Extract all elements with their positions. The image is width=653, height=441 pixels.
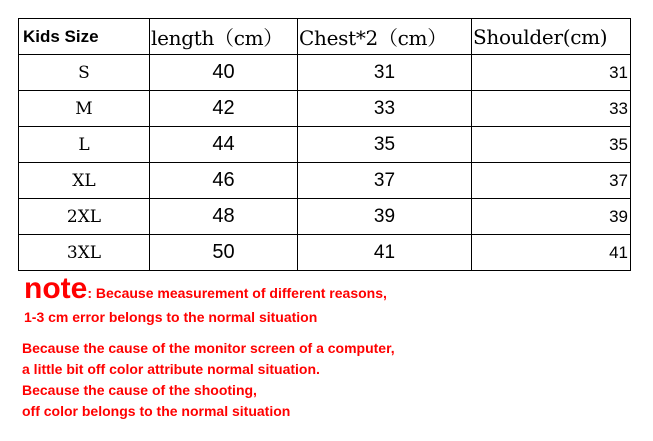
table-row	[19, 91, 631, 127]
size-cell: XL	[19, 163, 150, 199]
length-cell: 42	[150, 91, 298, 127]
table-row	[19, 235, 631, 271]
chest-cell: 41	[298, 235, 472, 271]
table-row	[19, 55, 631, 91]
length-cell: 50	[150, 235, 298, 271]
header-chest: Chest*2（cm）	[298, 19, 472, 55]
shoulder-cell: 37	[472, 163, 631, 199]
length-cell: 40	[150, 55, 298, 91]
color-disclaimer	[22, 338, 395, 422]
length-cell: 48	[150, 199, 298, 235]
table-row	[19, 127, 631, 163]
measurement-note	[24, 272, 387, 326]
disclaimer-line: a little bit off color attribute normal situation.	[22, 361, 320, 377]
chest-cell: 31	[298, 55, 472, 91]
table-row	[19, 199, 631, 235]
chest-cell: 35	[298, 127, 472, 163]
shoulder-cell: 33	[472, 91, 631, 127]
chest-cell: 39	[298, 199, 472, 235]
shoulder-cell: 41	[472, 235, 631, 271]
chest-cell: 33	[298, 91, 472, 127]
shoulder-cell: 39	[472, 199, 631, 235]
length-cell: 46	[150, 163, 298, 199]
header-kids-size: Kids Size	[19, 19, 150, 55]
size-chart-table	[18, 18, 631, 271]
size-cell: M	[19, 91, 150, 127]
disclaimer-line: Because the cause of the shooting,	[22, 382, 257, 398]
size-cell: 2XL	[19, 199, 150, 235]
note-text-1: Because measurement of different reasons,	[92, 285, 387, 301]
size-cell: L	[19, 127, 150, 163]
table-row	[19, 163, 631, 199]
chest-cell: 37	[298, 163, 472, 199]
shoulder-cell: 31	[472, 55, 631, 91]
size-cell: S	[19, 55, 150, 91]
size-cell: 3XL	[19, 235, 150, 271]
note-colon: :	[87, 285, 92, 301]
shoulder-cell: 35	[472, 127, 631, 163]
length-cell: 44	[150, 127, 298, 163]
note-text-2: 1-3 cm error belongs to the normal situation	[24, 309, 318, 325]
disclaimer-line: off color belongs to the normal situation	[22, 403, 291, 419]
table-header-row	[19, 19, 631, 55]
disclaimer-line: Because the cause of the monitor screen of a computer,	[22, 340, 395, 356]
header-length: length（cm）	[150, 19, 298, 55]
note-heading: note	[24, 272, 88, 305]
note-line-1	[24, 272, 387, 306]
header-shoulder: Shoulder(cm)	[472, 19, 631, 55]
